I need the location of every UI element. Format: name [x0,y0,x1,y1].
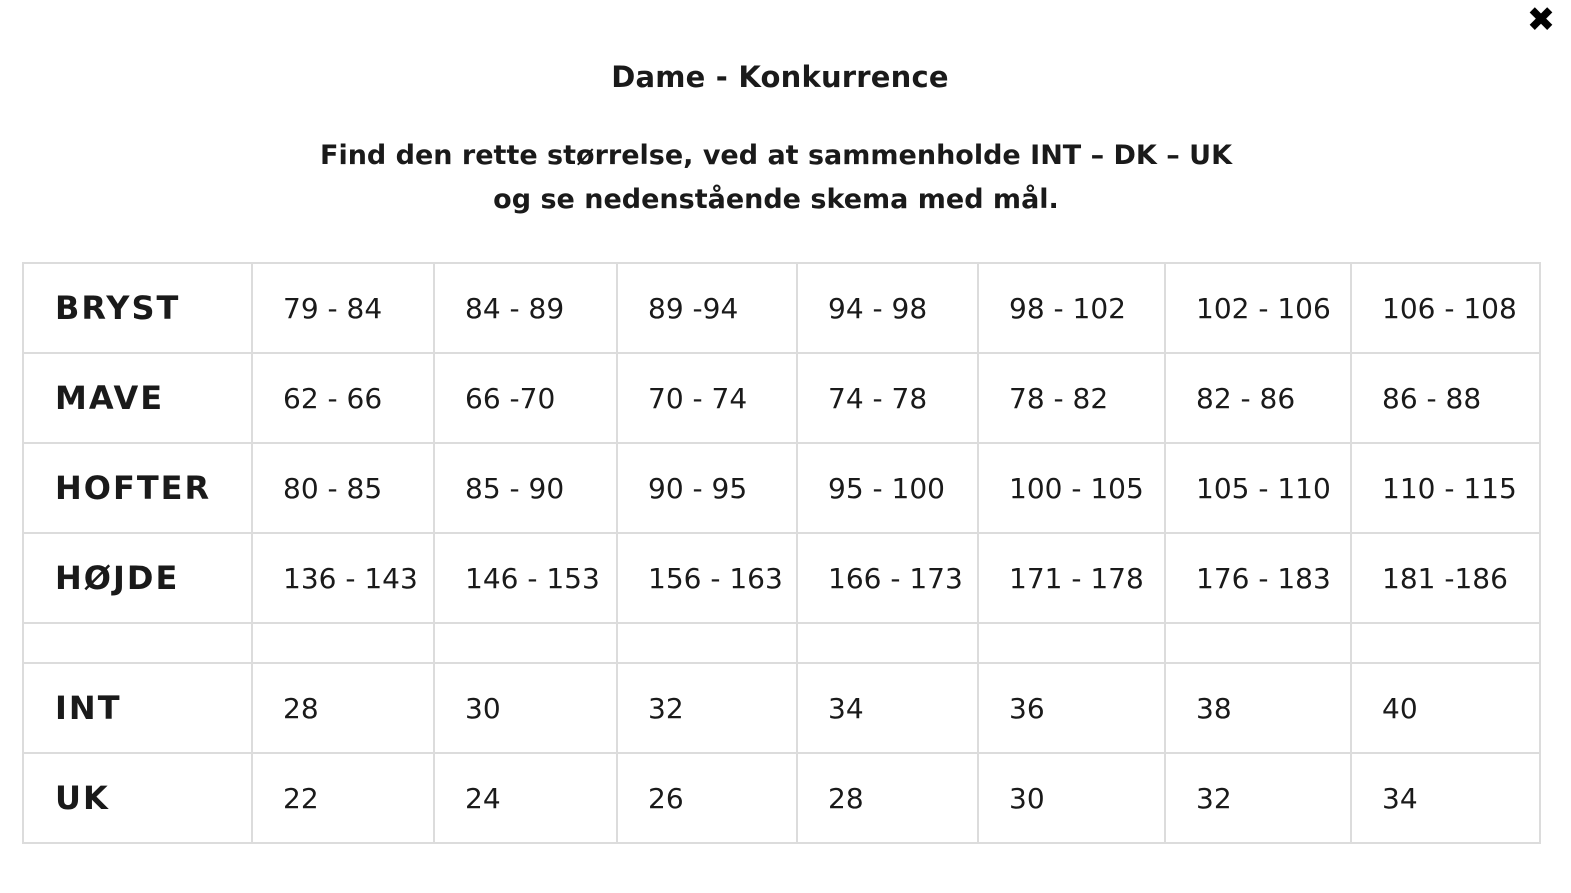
table-row-int [23,663,1540,753]
table-cell: 171 - 178 [978,533,1165,623]
table-cell: 110 - 115 [1351,443,1540,533]
table-cell: 34 [1351,753,1540,843]
row-label: BRYST [23,263,252,353]
table-row-bryst [23,263,1540,353]
table-cell: 38 [1165,663,1351,753]
close-icon[interactable]: ✖ [1526,0,1556,40]
modal-title: Dame - Konkurrence [611,60,949,94]
table-cell: 32 [617,663,797,753]
row-label: HØJDE [23,533,252,623]
table-cell: 32 [1165,753,1351,843]
table-cell [617,623,797,663]
subtitle-line-2: og se nedenstående skema med mål. [493,184,1059,215]
table-cell: 85 - 90 [434,443,617,533]
table-row-mave [23,353,1540,443]
table-row-hofter [23,443,1540,533]
modal-subtitle [0,134,1552,222]
table-cell: 40 [1351,663,1540,753]
table-cell: 176 - 183 [1165,533,1351,623]
table-cell: 146 - 153 [434,533,617,623]
table-cell: 86 - 88 [1351,353,1540,443]
table-cell: 34 [797,663,978,753]
table-cell: 105 - 110 [1165,443,1351,533]
table-cell: 98 - 102 [978,263,1165,353]
table-row-hojde [23,533,1540,623]
table-cell: 28 [252,663,434,753]
table-cell [1351,623,1540,663]
subtitle-line-1: Find den rette størrelse, ved at sammenholde INT – DK – UK [320,140,1232,171]
table-cell: 26 [617,753,797,843]
table-cell [797,623,978,663]
table-cell: 24 [434,753,617,843]
table-cell: 90 - 95 [617,443,797,533]
table-cell [23,623,252,663]
row-label: MAVE [23,353,252,443]
table-cell: 30 [978,753,1165,843]
row-label: UK [23,753,252,843]
table-cell: 74 - 78 [797,353,978,443]
table-cell: 166 - 173 [797,533,978,623]
row-label: INT [23,663,252,753]
table-cell: 28 [797,753,978,843]
table-row-uk [23,753,1540,843]
table-cell: 36 [978,663,1165,753]
table-cell: 136 - 143 [252,533,434,623]
table-cell: 95 - 100 [797,443,978,533]
table-cell: 82 - 86 [1165,353,1351,443]
table-cell: 89 -94 [617,263,797,353]
table-cell [1165,623,1351,663]
table-cell: 79 - 84 [252,263,434,353]
row-label: HOFTER [23,443,252,533]
table-cell: 22 [252,753,434,843]
table-cell: 156 - 163 [617,533,797,623]
table-cell [978,623,1165,663]
table-row-spacer [23,623,1540,663]
table-cell: 62 - 66 [252,353,434,443]
table-cell [252,623,434,663]
table-cell: 94 - 98 [797,263,978,353]
table-cell: 80 - 85 [252,443,434,533]
table-cell: 78 - 82 [978,353,1165,443]
table-cell: 106 - 108 [1351,263,1540,353]
table-cell: 70 - 74 [617,353,797,443]
table-cell: 181 -186 [1351,533,1540,623]
table-cell [434,623,617,663]
table-cell: 30 [434,663,617,753]
table-cell: 100 - 105 [978,443,1165,533]
table-cell: 66 -70 [434,353,617,443]
table-cell: 102 - 106 [1165,263,1351,353]
size-table [22,262,1541,844]
table-cell: 84 - 89 [434,263,617,353]
